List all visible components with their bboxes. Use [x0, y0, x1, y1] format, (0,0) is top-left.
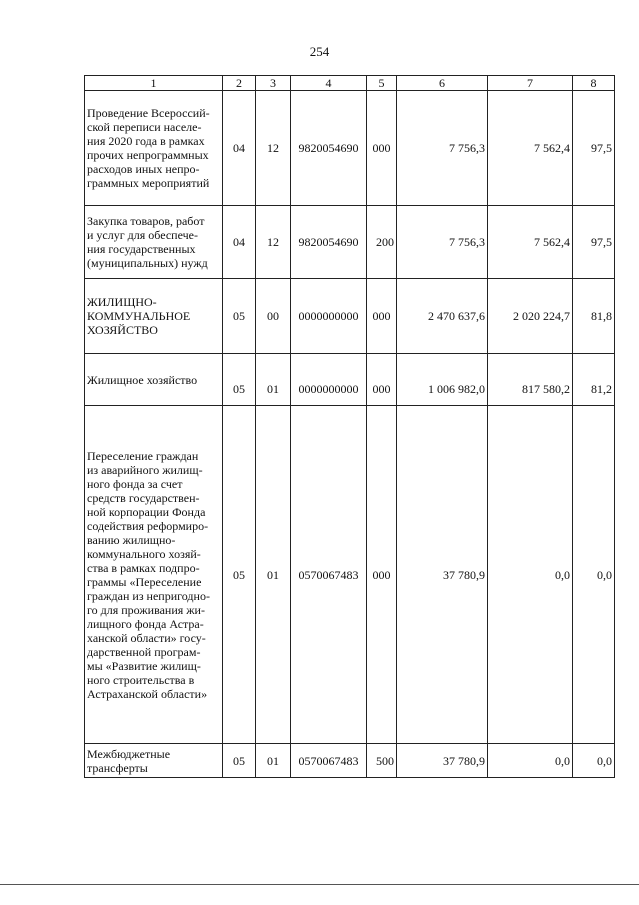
table-row [85, 206, 615, 279]
expense-type-code: 000 [367, 91, 397, 206]
target-article-code: 9820054690 [291, 91, 367, 206]
section-code: 05 [223, 354, 256, 406]
row-name-cell [85, 354, 223, 406]
execution-percent: 0,0 [573, 406, 615, 744]
table-row [85, 354, 615, 406]
header-col-1: 1 [85, 76, 223, 91]
target-article-code: 0570067483 [291, 406, 367, 744]
section-code: 05 [223, 744, 256, 778]
row-name-cell [85, 406, 223, 744]
expense-type-code: 000 [367, 406, 397, 744]
row-name: Проведение Всероссий- ской переписи населе- ния 2020 года в рамках прочих непрограммных расходов иных непро- граммных мероприятий [87, 106, 210, 190]
execution-percent: 0,0 [573, 744, 615, 778]
expense-type-code: 000 [367, 279, 397, 354]
header-col-8: 8 [573, 76, 615, 91]
row-name-cell [85, 279, 223, 354]
planned-amount: 37 780,9 [397, 406, 488, 744]
subsection-code: 00 [256, 279, 291, 354]
bottom-divider [0, 884, 639, 885]
row-name-cell [85, 744, 223, 778]
section-code: 04 [223, 206, 256, 279]
target-article-code: 0570067483 [291, 744, 367, 778]
page-number: 254 [309, 44, 330, 59]
header-col-6: 6 [397, 76, 488, 91]
subsection-code: 01 [256, 744, 291, 778]
execution-percent: 81,2 [573, 354, 615, 406]
section-code: 05 [223, 279, 256, 354]
target-article-code: 0000000000 [291, 279, 367, 354]
row-name: Закупка товаров, работ и услуг для обеспече- ния государственных (муниципальных) нужд [87, 214, 208, 270]
budget-table [84, 75, 615, 778]
row-name: ЖИЛИЩНО- КОММУНАЛЬНОЕ ХОЗЯЙСТВО [87, 295, 191, 337]
expense-type-code: 200 [367, 206, 397, 279]
row-name: Переселение граждан из аварийного жилищ- ного фонда за счет средств государствен- ной корпорации Фонда содействия реформиро- ванию жилищно- коммунального хозяй- ства в рамках подпро- граммы «Переселение граждан из непригодно- го для проживания жи- лищного фонда Астра- ханской области» госу- дарственной програм- мы «Развитие жилищ- ного строительства в Астраханской области» [87, 448, 210, 701]
planned-amount: 1 006 982,0 [397, 354, 488, 406]
executed-amount: 7 562,4 [488, 91, 573, 206]
planned-amount: 7 756,3 [397, 206, 488, 279]
target-article-code: 0000000000 [291, 354, 367, 406]
row-name: Межбюджетные трансферты [87, 746, 171, 775]
planned-amount: 7 756,3 [397, 91, 488, 206]
table-row [85, 279, 615, 354]
execution-percent: 81,8 [573, 279, 615, 354]
expense-type-code: 500 [367, 744, 397, 778]
row-name: Жилищное хозяйство [87, 372, 198, 387]
header-col-7: 7 [488, 76, 573, 91]
table-row [85, 91, 615, 206]
section-code: 04 [223, 91, 256, 206]
planned-amount: 37 780,9 [397, 744, 488, 778]
header-col-5: 5 [367, 76, 397, 91]
executed-amount: 0,0 [488, 406, 573, 744]
target-article-code: 9820054690 [291, 206, 367, 279]
header-col-4: 4 [291, 76, 367, 91]
row-name-cell [85, 206, 223, 279]
planned-amount: 2 470 637,6 [397, 279, 488, 354]
executed-amount: 2 020 224,7 [488, 279, 573, 354]
header-col-3: 3 [256, 76, 291, 91]
section-code: 05 [223, 406, 256, 744]
row-name-cell [85, 91, 223, 206]
header-row [85, 76, 615, 91]
expense-type-code: 000 [367, 354, 397, 406]
subsection-code: 01 [256, 354, 291, 406]
execution-percent: 97,5 [573, 91, 615, 206]
header-col-2: 2 [223, 76, 256, 91]
execution-percent: 97,5 [573, 206, 615, 279]
subsection-code: 12 [256, 206, 291, 279]
executed-amount: 0,0 [488, 744, 573, 778]
executed-amount: 817 580,2 [488, 354, 573, 406]
table-row [85, 744, 615, 778]
executed-amount: 7 562,4 [488, 206, 573, 279]
subsection-code: 12 [256, 91, 291, 206]
table-row [85, 406, 615, 744]
subsection-code: 01 [256, 406, 291, 744]
